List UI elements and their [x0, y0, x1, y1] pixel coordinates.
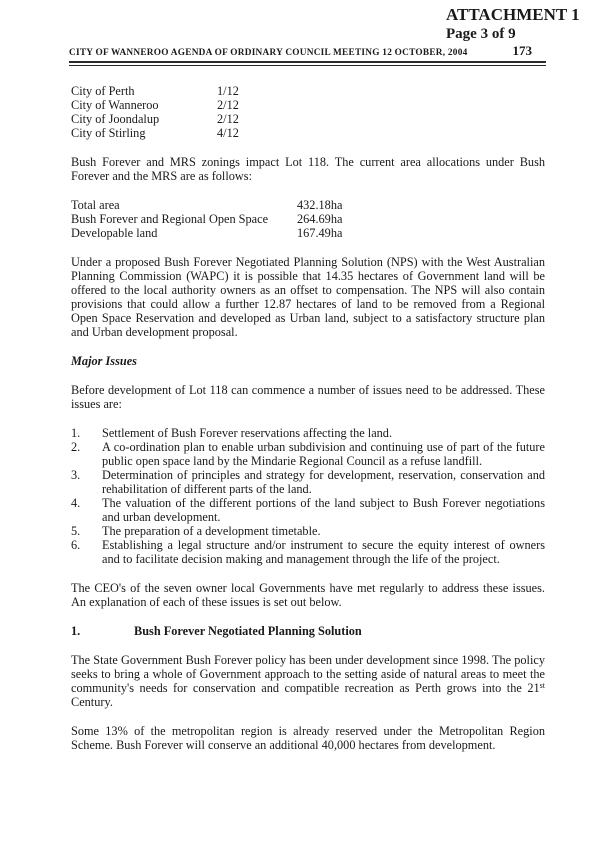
allocation-value: 4/12: [217, 126, 239, 140]
area-value: 432.18ha: [297, 198, 343, 212]
section-number: 1.: [71, 624, 81, 638]
allocation-label: City of Wanneroo: [71, 98, 159, 112]
allocation-value: 1/12: [217, 84, 239, 98]
area-value: 167.49ha: [297, 226, 343, 240]
attachment-block: [446, 5, 580, 43]
issue-number: 4.: [71, 496, 81, 510]
issue-item: [71, 538, 545, 566]
allocation-label: City of Perth: [71, 84, 135, 98]
issue-text: Establishing a legal structure and/or instrument to secure the equity interest of owners and to facilitate decision making and management through the life of the project.: [102, 538, 545, 566]
attachment-label: ATTACHMENT 1: [446, 5, 580, 24]
ordinal-superscript: st: [539, 681, 545, 690]
intro-paragraph: Bush Forever and MRS zonings impact Lot 118. The current area allocations under Bush Forever and the MRS are as follows:: [71, 155, 545, 183]
issue-text: Determination of principles and strategy for development, reservation, conservation and rehabilitation of different parts of the land.: [102, 468, 545, 496]
issue-item: [71, 468, 545, 496]
allocation-label: City of Joondalup: [71, 112, 160, 126]
issue-text: Settlement of Bush Forever reservations affecting the land.: [102, 426, 393, 440]
issue-text: A co-ordination plan to enable urban subdivision and continuing use of part of the future public open space land by the Mindarie Regional Council as a refuse landfill.: [102, 440, 545, 468]
nps-paragraph: Under a proposed Bush Forever Negotiated Planning Solution (NPS) with the West Australian Planning Commission (WAPC) it is possible that 14.35 hectares of Government land will be offered to the local authority owners as an offset to compensation. The NPS will also contain provisions that could allow a further 12.87 hectares of land to be removed from a Regional Open Space Reservation and developed as Urban land, subject to a satisfactory structure plan and Urban development proposal.: [71, 255, 545, 339]
section-heading: [71, 624, 545, 638]
section-title: Bush Forever Negotiated Planning Solution: [134, 624, 362, 638]
running-header-row: [69, 43, 546, 63]
issue-number: 3.: [71, 468, 81, 482]
area-value: 264.69ha: [297, 212, 343, 226]
policy-paragraph: [71, 653, 545, 709]
issue-item: [71, 440, 545, 468]
area-row: [71, 198, 545, 212]
allocation-row: [71, 98, 545, 112]
issue-number: 2.: [71, 440, 81, 454]
issue-item: [71, 426, 545, 440]
running-header: [69, 43, 546, 66]
issue-text: The valuation of the different portions of the land subject to Bush Forever negotiations and urban development.: [102, 496, 545, 524]
issue-item: [71, 524, 545, 538]
issue-number: 6.: [71, 538, 81, 552]
area-label: Bush Forever and Regional Open Space: [71, 212, 269, 226]
policy-paragraph-end: Century.: [71, 695, 113, 709]
allocation-value: 2/12: [217, 98, 239, 112]
allocation-row: [71, 112, 545, 126]
document-content: [71, 84, 545, 752]
reserve-paragraph: Some 13% of the metropolitan region is already reserved under the Metropolitan Region Scheme. Bush Forever will conserve an additional 40,000 hectares from development.: [71, 724, 545, 752]
issue-number: 1.: [71, 426, 81, 440]
issues-list: [71, 426, 545, 566]
allocation-row: [71, 84, 545, 98]
area-label: Developable land: [71, 226, 158, 240]
issue-number: 5.: [71, 524, 81, 538]
issues-intro-paragraph: Before development of Lot 118 can commence a number of issues need to be addressed. These issues are:: [71, 383, 545, 411]
allocation-row: [71, 126, 545, 140]
area-row: [71, 212, 545, 226]
council-allocation-list: [71, 84, 545, 140]
area-row: [71, 226, 545, 240]
page-of-label: Page 3 of 9: [446, 26, 516, 42]
page-number: 173: [512, 43, 532, 58]
issue-item: [71, 496, 545, 524]
allocation-value: 2/12: [217, 112, 239, 126]
issues-outro-paragraph: The CEO's of the seven owner local Governments have met regularly to address these issues. An explanation of each of these issues is set out below.: [71, 581, 545, 609]
major-issues-heading: Major Issues: [71, 354, 137, 368]
policy-paragraph-text: The State Government Bush Forever policy has been under development since 1998. The policy seeks to bring a whole of Government approach to the setting aside of natural areas to meet the community's needs for conservation and compatible recreation as Perth grows into the 21: [71, 653, 545, 695]
area-table: [71, 198, 545, 240]
area-label: Total area: [71, 198, 120, 212]
issue-text: The preparation of a development timetable.: [102, 524, 321, 538]
allocation-label: City of Stirling: [71, 126, 146, 140]
running-header-title: CITY OF WANNEROO AGENDA OF ORDINARY COUNCIL MEETING 12 OCTOBER, 2004: [69, 48, 468, 58]
header-rule: [69, 65, 546, 66]
